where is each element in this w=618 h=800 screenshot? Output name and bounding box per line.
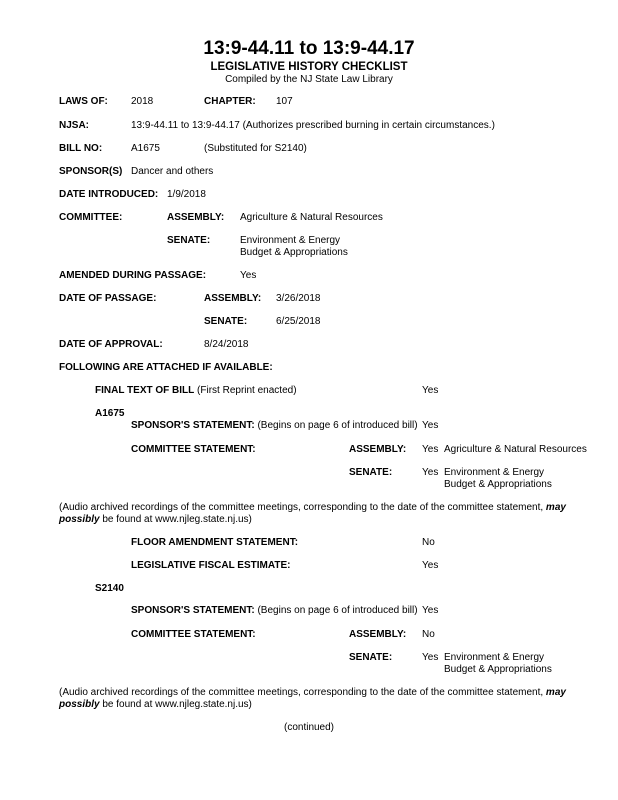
a1675-cs-assembly-label: ASSEMBLY: xyxy=(349,444,407,455)
s2140-sponsor-statement-note: (Begins on page 6 of introduced bill) xyxy=(257,605,418,616)
a1675-sponsor-statement-value: Yes xyxy=(422,420,439,431)
bill-no-label: BILL NO: xyxy=(59,143,103,154)
laws-of-value: 2018 xyxy=(131,96,154,107)
s2140-cs-assembly-value: No xyxy=(422,629,435,640)
njsa-label: NJSA: xyxy=(59,120,90,131)
committee-label: COMMITTEE: xyxy=(59,212,123,223)
final-text-label: FINAL TEXT OF BILL xyxy=(95,385,195,396)
passage-label: DATE OF PASSAGE: xyxy=(59,293,157,304)
passage-senate-label: SENATE: xyxy=(204,316,248,327)
a1675-cs-senate-committee-1: Environment & Energy xyxy=(444,467,545,478)
a1675-sponsor-statement-row xyxy=(131,420,418,432)
passage-senate-value: 6/25/2018 xyxy=(276,316,321,327)
laws-of-label: LAWS OF: xyxy=(59,96,108,107)
passage-assembly-value: 3/26/2018 xyxy=(276,293,321,304)
approval-label: DATE OF APPROVAL: xyxy=(59,339,163,350)
a1675-cs-assembly-committee: Agriculture & Natural Resources xyxy=(444,444,587,455)
s2140-heading: S2140 xyxy=(95,583,124,594)
bill-no-value: A1675 xyxy=(131,143,160,154)
date-introduced-label: DATE INTRODUCED: xyxy=(59,189,159,200)
final-text-row xyxy=(95,385,297,397)
a1675-audio-note xyxy=(59,502,604,526)
s2140-audio-note-emph: may possibly xyxy=(59,687,566,710)
sponsors-label: SPONSOR(S) xyxy=(59,166,123,177)
fiscal-estimate-label: LEGISLATIVE FISCAL ESTIMATE: xyxy=(131,560,291,571)
floor-amendment-label: FLOOR AMENDMENT STATEMENT: xyxy=(131,537,299,548)
committee-assembly-value: Agriculture & Natural Resources xyxy=(240,212,383,223)
s2140-audio-note-start: (Audio archived recordings of the committee meetings, corresponding to the date of the committee statement, xyxy=(59,687,546,698)
final-text-value: Yes xyxy=(422,385,439,396)
a1675-committee-statement-label: COMMITTEE STATEMENT: xyxy=(131,444,256,455)
sponsors-value: Dancer and others xyxy=(131,166,214,177)
a1675-audio-note-start: (Audio archived recordings of the committee meetings, corresponding to the date of the committee statement, xyxy=(59,502,546,513)
attached-heading: FOLLOWING ARE ATTACHED IF AVAILABLE: xyxy=(59,362,273,373)
a1675-sponsor-statement-label: SPONSOR'S STATEMENT: xyxy=(131,420,255,431)
chapter-label: CHAPTER: xyxy=(204,96,256,107)
s2140-cs-senate-committee-2: Budget & Appropriations xyxy=(444,664,552,675)
a1675-cs-assembly-value: Yes xyxy=(422,444,439,455)
date-introduced-value: 1/9/2018 xyxy=(167,189,206,200)
passage-assembly-label: ASSEMBLY: xyxy=(204,293,262,304)
s2140-audio-note-end: be found at www.njleg.state.nj.us) xyxy=(99,699,252,710)
a1675-audio-note-emph: may possibly xyxy=(59,502,566,525)
amended-label: AMENDED DURING PASSAGE: xyxy=(59,270,207,281)
s2140-cs-senate-label: SENATE: xyxy=(349,652,393,663)
chapter-value: 107 xyxy=(276,96,293,107)
njsa-value: 13:9-44.11 to 13:9-44.17 (Authorizes prescribed burning in certain circumstances.) xyxy=(131,120,495,131)
a1675-heading: A1675 xyxy=(95,408,125,419)
amended-value: Yes xyxy=(240,270,257,281)
s2140-sponsor-statement-value: Yes xyxy=(422,605,439,616)
approval-value: 8/24/2018 xyxy=(204,339,249,350)
compiled-by: Compiled by the NJ State Law Library xyxy=(225,74,393,85)
s2140-sponsor-statement-row xyxy=(131,605,418,617)
final-text-note: (First Reprint enacted) xyxy=(197,385,297,396)
s2140-audio-note xyxy=(59,687,604,711)
floor-amendment-value: No xyxy=(422,537,435,548)
committee-senate-label: SENATE: xyxy=(167,235,211,246)
a1675-sponsor-statement-note: (Begins on page 6 of introduced bill) xyxy=(257,420,418,431)
bill-no-note: (Substituted for S2140) xyxy=(204,143,307,154)
s2140-cs-assembly-label: ASSEMBLY: xyxy=(349,629,407,640)
fiscal-estimate-value: Yes xyxy=(422,560,439,571)
committee-senate-value-2: Budget & Appropriations xyxy=(240,247,348,258)
page-title: 13:9-44.11 to 13:9-44.17 xyxy=(203,38,415,59)
page-subtitle: LEGISLATIVE HISTORY CHECKLIST xyxy=(210,61,408,73)
committee-assembly-label: ASSEMBLY: xyxy=(167,212,225,223)
a1675-cs-senate-value: Yes xyxy=(422,467,439,478)
s2140-cs-senate-committee-1: Environment & Energy xyxy=(444,652,545,663)
continued-footer: (continued) xyxy=(283,722,335,733)
committee-senate-value-1: Environment & Energy xyxy=(240,235,341,246)
s2140-sponsor-statement-label: SPONSOR'S STATEMENT: xyxy=(131,605,255,616)
s2140-committee-statement-label: COMMITTEE STATEMENT: xyxy=(131,629,256,640)
a1675-cs-senate-committee-2: Budget & Appropriations xyxy=(444,479,552,490)
s2140-cs-senate-value: Yes xyxy=(422,652,439,663)
a1675-audio-note-end: be found at www.njleg.state.nj.us) xyxy=(99,514,252,525)
a1675-cs-senate-label: SENATE: xyxy=(349,467,393,478)
